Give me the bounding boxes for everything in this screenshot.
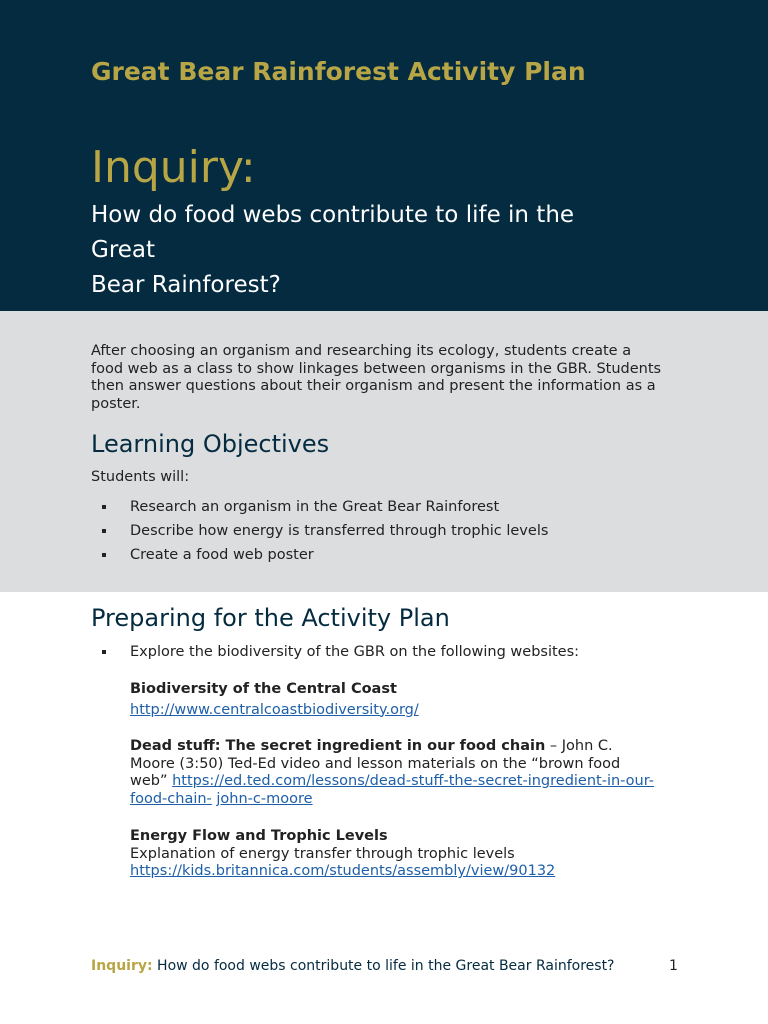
inquiry-question bbox=[91, 198, 691, 303]
resource-title: Dead stuff: The secret ingredient in our food chain bbox=[130, 738, 546, 754]
footer-text: How do food webs contribute to life in the Great Bear Rainforest? bbox=[152, 958, 615, 974]
resource-description: web” bbox=[130, 773, 173, 789]
footer-label: Inquiry: bbox=[91, 958, 153, 974]
resource-link[interactable]: http://www.centralcoastbiodiversity.org/ bbox=[130, 701, 419, 718]
bullet-icon bbox=[102, 650, 106, 654]
resource-link[interactable]: https://ed.ted.com/lessons/dead-stuff-the-secret-ingredient-in-our- bbox=[172, 773, 655, 789]
intro-line: poster. bbox=[91, 395, 141, 412]
list-item-text: Research an organism in the Great Bear Rainforest bbox=[130, 499, 500, 515]
bullet-icon bbox=[102, 529, 106, 533]
preparing-list bbox=[91, 640, 579, 664]
page-footer bbox=[91, 958, 691, 978]
question-line: How do food webs contribute to life in the bbox=[91, 202, 575, 228]
list-item bbox=[91, 543, 548, 567]
preparing-heading: Preparing for the Activity Plan bbox=[91, 604, 450, 632]
bullet-icon bbox=[102, 553, 106, 557]
resource-link[interactable]: https://kids.britannica.com/students/assembly/view/90132 bbox=[130, 863, 556, 879]
list-item bbox=[91, 640, 579, 664]
resource-description: Explanation of energy transfer through trophic levels bbox=[130, 845, 515, 862]
intro-line: food web as a class to show linkages between organisms in the GBR. Students bbox=[91, 360, 662, 377]
resource-link[interactable]: food-chain- bbox=[130, 790, 212, 807]
learning-objectives-heading: Learning Objectives bbox=[91, 430, 330, 458]
document-title: Great Bear Rainforest Activity Plan bbox=[91, 57, 586, 86]
inquiry-label: Inquiry: bbox=[91, 142, 256, 193]
bullet-icon bbox=[102, 505, 106, 509]
resource-biodiversity bbox=[130, 681, 690, 719]
resource-author: – John C. bbox=[545, 738, 613, 754]
intro-line: then answer questions about their organism and present the information as a bbox=[91, 378, 656, 394]
resource-title: Energy Flow and Trophic Levels bbox=[130, 828, 388, 844]
list-item bbox=[91, 519, 548, 543]
question-line: Great bbox=[91, 237, 156, 263]
list-item-text: Create a food web poster bbox=[130, 547, 314, 563]
list-item-text: Explore the biodiversity of the GBR on the following websites: bbox=[130, 644, 580, 660]
resource-dead-stuff bbox=[130, 738, 690, 808]
list-item bbox=[91, 495, 548, 519]
students-will-label: Students will: bbox=[91, 469, 190, 485]
resource-energy-flow bbox=[130, 828, 690, 881]
header-band bbox=[0, 0, 768, 311]
resource-link[interactable]: john-c-moore bbox=[216, 790, 313, 807]
intro-line: After choosing an organism and researching its ecology, students create a bbox=[91, 343, 632, 359]
page-number: 1 bbox=[669, 958, 678, 974]
list-item-text: Describe how energy is transferred through trophic levels bbox=[130, 523, 549, 539]
resource-title: Biodiversity of the Central Coast bbox=[130, 681, 397, 697]
question-line: Bear Rainforest? bbox=[91, 272, 281, 298]
resource-description: Moore (3:50) Ted-Ed video and lesson materials on the “brown food bbox=[130, 755, 621, 772]
intro-paragraph bbox=[91, 343, 691, 413]
objectives-list bbox=[91, 495, 548, 567]
